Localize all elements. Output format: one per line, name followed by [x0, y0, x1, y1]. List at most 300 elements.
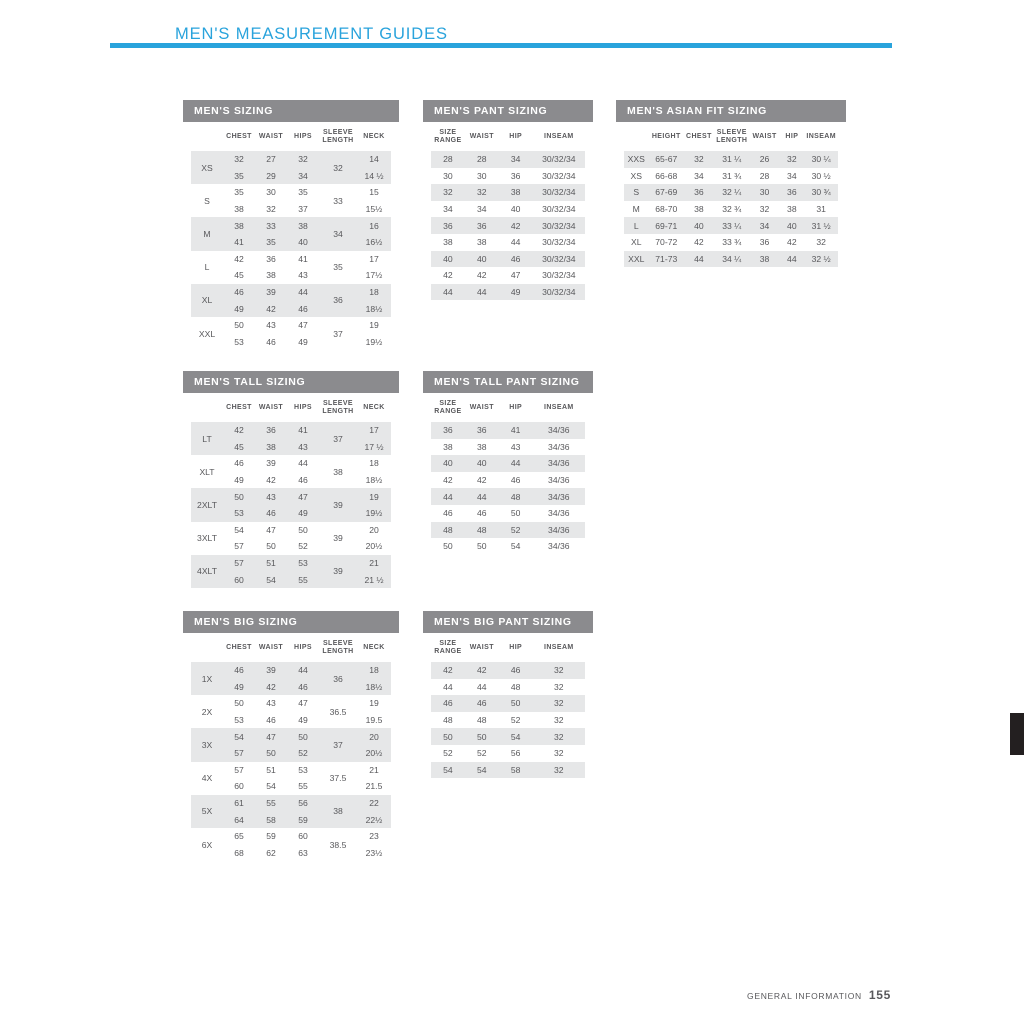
- cell-waist: 55: [255, 795, 287, 812]
- column-header: INSEAM: [533, 393, 585, 422]
- table-row: [431, 728, 585, 745]
- size-label: M: [191, 217, 223, 250]
- cell-neck: 14: [357, 151, 391, 168]
- table-row: [191, 795, 391, 812]
- cell-sleeve-length: 32: [319, 151, 357, 184]
- column-header: HIPS: [287, 393, 319, 422]
- cell-chest: 38: [223, 201, 255, 218]
- table-cell: 40: [779, 217, 804, 234]
- table-cell: 46: [499, 251, 533, 268]
- cell-hips: 46: [287, 472, 319, 489]
- cell-hips: 41: [287, 251, 319, 268]
- cell-neck: 17½: [357, 267, 391, 284]
- column-header: HIP: [499, 122, 533, 151]
- table-row: [431, 745, 585, 762]
- column-header: WAIST: [255, 393, 287, 422]
- column-header: NECK: [357, 393, 391, 422]
- cell-neck: 20: [357, 728, 391, 745]
- table-row: [191, 555, 391, 572]
- table-row: [191, 317, 391, 334]
- table-cell: 44: [499, 455, 533, 472]
- table-cell: 70-72: [649, 234, 684, 251]
- table-cell: 46: [431, 695, 465, 712]
- cell-neck: 23½: [357, 845, 391, 862]
- cell-hips: 59: [287, 811, 319, 828]
- table-cell: 32: [804, 234, 838, 251]
- size-label: XS: [191, 151, 223, 184]
- cell-chest: 49: [223, 472, 255, 489]
- table-row: [191, 151, 391, 168]
- table-row: [624, 168, 838, 185]
- cell-chest: 42: [223, 422, 255, 439]
- sizing-table: [624, 122, 838, 267]
- cell-waist: 43: [255, 317, 287, 334]
- table-cell: 30/32/34: [533, 251, 585, 268]
- table-cell: 54: [499, 728, 533, 745]
- cell-waist: 35: [255, 234, 287, 251]
- table-row: [624, 184, 838, 201]
- cell-hips: 53: [287, 762, 319, 779]
- table-row: [624, 201, 838, 218]
- table-body: [183, 122, 399, 358]
- cell-waist: 33: [255, 217, 287, 234]
- sizing-table: [431, 633, 585, 778]
- table-cell: 32: [533, 745, 585, 762]
- table-cell: 30: [431, 168, 465, 185]
- cell-waist: 47: [255, 728, 287, 745]
- column-header: SIZE RANGE: [431, 393, 465, 422]
- table-cell: 43: [499, 439, 533, 456]
- table-cell: 44: [465, 284, 499, 301]
- column-header: HIP: [499, 393, 533, 422]
- table-row: [431, 201, 585, 218]
- table-cell: 34/36: [533, 538, 585, 555]
- cell-hips: 43: [287, 439, 319, 456]
- cell-chest: 50: [223, 695, 255, 712]
- cell-neck: 19.5: [357, 712, 391, 729]
- table-row: [191, 522, 391, 539]
- column-header: [191, 393, 223, 422]
- size-label: 4XLT: [191, 555, 223, 588]
- table-cell: 31: [804, 201, 838, 218]
- column-header: WAIST: [465, 393, 499, 422]
- cell-hips: 41: [287, 422, 319, 439]
- sizing-table: [191, 122, 391, 350]
- table-cell: 32: [533, 679, 585, 696]
- cell-chest: 61: [223, 795, 255, 812]
- cell-neck: 20: [357, 522, 391, 539]
- cell-hips: 52: [287, 745, 319, 762]
- cell-waist: 36: [255, 251, 287, 268]
- cell-hips: 46: [287, 300, 319, 317]
- cell-sleeve-length: 39: [319, 522, 357, 555]
- table-cell: 30/32/34: [533, 234, 585, 251]
- table-cell: XXL: [624, 251, 649, 268]
- cell-neck: 16½: [357, 234, 391, 251]
- table-cell: 38: [465, 234, 499, 251]
- cell-hips: 50: [287, 728, 319, 745]
- table-cell: 42: [465, 267, 499, 284]
- cell-neck: 18½: [357, 679, 391, 696]
- table-cell: 40: [499, 201, 533, 218]
- column-header: INSEAM: [804, 122, 838, 151]
- cell-chest: 49: [223, 679, 255, 696]
- table-row: [431, 267, 585, 284]
- cell-hips: 46: [287, 679, 319, 696]
- table-cell: 40: [431, 251, 465, 268]
- table-row: [191, 828, 391, 845]
- table-row: [431, 522, 585, 539]
- table-cell: 32: [533, 695, 585, 712]
- table-cell: 41: [499, 422, 533, 439]
- cell-hips: 38: [287, 217, 319, 234]
- cell-neck: 17: [357, 422, 391, 439]
- size-label: XL: [191, 284, 223, 317]
- cell-chest: 57: [223, 555, 255, 572]
- table-cell: 50: [465, 728, 499, 745]
- cell-neck: 18: [357, 284, 391, 301]
- cell-neck: 21.5: [357, 778, 391, 795]
- column-header: [624, 122, 649, 151]
- table-cell: 50: [499, 505, 533, 522]
- table-cell: 36: [499, 168, 533, 185]
- cell-waist: 62: [255, 845, 287, 862]
- column-header: HIP: [499, 633, 533, 662]
- cell-waist: 47: [255, 522, 287, 539]
- table-cell: 38: [431, 439, 465, 456]
- column-header: INSEAM: [533, 633, 585, 662]
- table-cell: 44: [431, 284, 465, 301]
- table-cell: 40: [465, 455, 499, 472]
- column-header: HIPS: [287, 122, 319, 151]
- table-cell: 30 ½: [804, 168, 838, 185]
- cell-chest: 35: [223, 184, 255, 201]
- table-cell: 34: [431, 201, 465, 218]
- cell-hips: 55: [287, 778, 319, 795]
- cell-hips: 47: [287, 695, 319, 712]
- table-cell: 30 ¾: [804, 184, 838, 201]
- cell-waist: 50: [255, 745, 287, 762]
- table-mens-big-sizing: [183, 611, 399, 869]
- table-row: [431, 762, 585, 779]
- cell-waist: 42: [255, 472, 287, 489]
- cell-waist: 50: [255, 538, 287, 555]
- table-cell: 44: [465, 679, 499, 696]
- cell-neck: 15: [357, 184, 391, 201]
- table-cell: 46: [431, 505, 465, 522]
- table-cell: 42: [431, 662, 465, 679]
- size-label: XLT: [191, 455, 223, 488]
- table-cell: 34/36: [533, 522, 585, 539]
- column-header: SIZE RANGE: [431, 633, 465, 662]
- cell-chest: 45: [223, 267, 255, 284]
- cell-neck: 20½: [357, 538, 391, 555]
- table-cell: 42: [431, 267, 465, 284]
- table-cell: 52: [499, 712, 533, 729]
- table-cell: 30/32/34: [533, 267, 585, 284]
- table-cell: 47: [499, 267, 533, 284]
- table-cell: 65-67: [649, 151, 684, 168]
- table-row: [191, 728, 391, 745]
- table-cell: 30/32/34: [533, 184, 585, 201]
- table-body: [423, 122, 593, 308]
- table-cell: 38: [499, 184, 533, 201]
- cell-hips: 34: [287, 168, 319, 185]
- cell-hips: 50: [287, 522, 319, 539]
- cell-neck: 17 ½: [357, 439, 391, 456]
- table-cell: 56: [499, 745, 533, 762]
- column-header: WAIST: [255, 122, 287, 151]
- column-header: [191, 633, 223, 662]
- table-row: [624, 251, 838, 268]
- column-header: SLEEVE LENGTH: [714, 122, 750, 151]
- table-row: [431, 472, 585, 489]
- cell-chest: 46: [223, 284, 255, 301]
- cell-waist: 54: [255, 778, 287, 795]
- cell-sleeve-length: 35: [319, 251, 357, 284]
- cell-neck: 15½: [357, 201, 391, 218]
- table-cell: 36: [750, 234, 780, 251]
- cell-chest: 68: [223, 845, 255, 862]
- size-label: 1X: [191, 662, 223, 695]
- table-cell: 40: [684, 217, 714, 234]
- table-cell: 36: [431, 422, 465, 439]
- table-title: MEN'S TALL SIZING: [183, 371, 399, 393]
- table-row: [191, 762, 391, 779]
- cell-chest: 57: [223, 745, 255, 762]
- column-header: WAIST: [750, 122, 780, 151]
- table-row: [624, 234, 838, 251]
- table-cell: 32 ½: [804, 251, 838, 268]
- size-label: 2X: [191, 695, 223, 728]
- table-mens-tall-pant-sizing: [423, 371, 593, 563]
- table-cell: 30/32/34: [533, 151, 585, 168]
- cell-hips: 56: [287, 795, 319, 812]
- table-row: [431, 184, 585, 201]
- cell-chest: 53: [223, 712, 255, 729]
- cell-waist: 46: [255, 712, 287, 729]
- cell-neck: 19½: [357, 505, 391, 522]
- table-cell: 32: [779, 151, 804, 168]
- cell-waist: 54: [255, 571, 287, 588]
- table-cell: 30: [465, 168, 499, 185]
- cell-sleeve-length: 36: [319, 284, 357, 317]
- table-cell: 31 ¾: [714, 168, 750, 185]
- table-cell: 44: [431, 488, 465, 505]
- cell-waist: 46: [255, 334, 287, 351]
- table-cell: 28: [465, 151, 499, 168]
- table-body: [183, 393, 399, 596]
- column-header: CHEST: [684, 122, 714, 151]
- cell-sleeve-length: 39: [319, 488, 357, 521]
- page-title: MEN'S MEASUREMENT GUIDES: [175, 25, 448, 44]
- size-label: 4X: [191, 762, 223, 795]
- cell-sleeve-length: 33: [319, 184, 357, 217]
- table-row: [431, 422, 585, 439]
- column-header: NECK: [357, 633, 391, 662]
- table-cell: 30/32/34: [533, 201, 585, 218]
- table-row: [191, 695, 391, 712]
- cell-sleeve-length: 34: [319, 217, 357, 250]
- table-cell: 42: [779, 234, 804, 251]
- cell-hips: 55: [287, 571, 319, 588]
- table-cell: 54: [499, 538, 533, 555]
- table-cell: 34/36: [533, 455, 585, 472]
- cell-waist: 51: [255, 555, 287, 572]
- edge-tab-marker: [1010, 713, 1024, 755]
- table-row: [431, 168, 585, 185]
- table-title: MEN'S TALL PANT SIZING: [423, 371, 593, 393]
- cell-waist: 30: [255, 184, 287, 201]
- cell-waist: 36: [255, 422, 287, 439]
- cell-neck: 21: [357, 762, 391, 779]
- table-cell: 42: [499, 217, 533, 234]
- table-mens-sizing: [183, 100, 399, 358]
- cell-waist: 46: [255, 505, 287, 522]
- table-cell: 32: [465, 184, 499, 201]
- table-row: [431, 439, 585, 456]
- table-cell: 32: [533, 762, 585, 779]
- table-cell: 30 ¼: [804, 151, 838, 168]
- table-cell: 32: [533, 662, 585, 679]
- column-header: [191, 122, 223, 151]
- cell-waist: 51: [255, 762, 287, 779]
- table-cell: 34: [465, 201, 499, 218]
- size-label: 6X: [191, 828, 223, 861]
- cell-chest: 41: [223, 234, 255, 251]
- table-row: [431, 455, 585, 472]
- cell-neck: 18½: [357, 472, 391, 489]
- table-cell: 46: [499, 472, 533, 489]
- table-row: [624, 217, 838, 234]
- cell-hips: 44: [287, 455, 319, 472]
- cell-sleeve-length: 37: [319, 422, 357, 455]
- cell-hips: 47: [287, 317, 319, 334]
- cell-chest: 64: [223, 811, 255, 828]
- table-cell: 38: [431, 234, 465, 251]
- cell-hips: 37: [287, 201, 319, 218]
- table-cell: 36: [431, 217, 465, 234]
- cell-neck: 19: [357, 695, 391, 712]
- table-cell: 36: [684, 184, 714, 201]
- table-header-row: [431, 633, 585, 662]
- table-row: [431, 695, 585, 712]
- column-header: SLEEVE LENGTH: [319, 122, 357, 151]
- table-cell: 54: [465, 762, 499, 779]
- table-row: [431, 284, 585, 301]
- cell-waist: 38: [255, 267, 287, 284]
- table-cell: 36: [779, 184, 804, 201]
- column-header: CHEST: [223, 122, 255, 151]
- table-cell: 69-71: [649, 217, 684, 234]
- table-cell: 48: [499, 679, 533, 696]
- cell-neck: 19: [357, 317, 391, 334]
- table-cell: 68-70: [649, 201, 684, 218]
- table-cell: 30/32/34: [533, 284, 585, 301]
- cell-hips: 49: [287, 712, 319, 729]
- table-cell: 38: [779, 201, 804, 218]
- cell-chest: 60: [223, 778, 255, 795]
- table-cell: 32: [684, 151, 714, 168]
- table-cell: 38: [750, 251, 780, 268]
- cell-chest: 32: [223, 151, 255, 168]
- table-row: [624, 151, 838, 168]
- cell-sleeve-length: 38: [319, 455, 357, 488]
- cell-waist: 42: [255, 679, 287, 696]
- table-cell: 50: [499, 695, 533, 712]
- column-header: CHEST: [223, 633, 255, 662]
- table-cell: 58: [499, 762, 533, 779]
- sizing-table: [431, 122, 585, 300]
- table-cell: 30/32/34: [533, 217, 585, 234]
- footer-label: GENERAL INFORMATION: [747, 991, 862, 1001]
- table-cell: 33 ¼: [714, 217, 750, 234]
- cell-sleeve-length: 36.5: [319, 695, 357, 728]
- cell-hips: 53: [287, 555, 319, 572]
- table-cell: 32: [533, 728, 585, 745]
- table-cell: 32 ¼: [714, 184, 750, 201]
- table-row: [431, 251, 585, 268]
- table-title: MEN'S ASIAN FIT SIZING: [616, 100, 846, 122]
- table-cell: 38: [684, 201, 714, 218]
- table-cell: S: [624, 184, 649, 201]
- table-cell: 48: [431, 522, 465, 539]
- cell-waist: 58: [255, 811, 287, 828]
- cell-chest: 50: [223, 317, 255, 334]
- cell-hips: 49: [287, 334, 319, 351]
- table-header-row: [431, 122, 585, 151]
- table-cell: 44: [431, 679, 465, 696]
- sizing-table: [191, 393, 391, 588]
- table-row: [431, 151, 585, 168]
- table-mens-tall-sizing: [183, 371, 399, 596]
- cell-waist: 39: [255, 455, 287, 472]
- table-title: MEN'S BIG SIZING: [183, 611, 399, 633]
- cell-neck: 20½: [357, 745, 391, 762]
- table-cell: 38: [465, 439, 499, 456]
- sizing-table: [431, 393, 585, 555]
- table-title: MEN'S PANT SIZING: [423, 100, 593, 122]
- cell-hips: 49: [287, 505, 319, 522]
- table-cell: 31 ¼: [714, 151, 750, 168]
- table-cell: 71-73: [649, 251, 684, 268]
- cell-waist: 39: [255, 662, 287, 679]
- table-row: [191, 284, 391, 301]
- cell-sleeve-length: 38: [319, 795, 357, 828]
- table-cell: 32: [533, 712, 585, 729]
- cell-chest: 46: [223, 662, 255, 679]
- table-cell: 34: [779, 168, 804, 185]
- table-cell: 33 ¾: [714, 234, 750, 251]
- size-label: XXL: [191, 317, 223, 350]
- size-label: 3X: [191, 728, 223, 761]
- cell-neck: 18: [357, 662, 391, 679]
- cell-chest: 57: [223, 762, 255, 779]
- table-header-row: [431, 393, 585, 422]
- table-cell: 44: [684, 251, 714, 268]
- cell-sleeve-length: 38.5: [319, 828, 357, 861]
- table-row: [431, 712, 585, 729]
- table-row: [191, 488, 391, 505]
- cell-hips: 52: [287, 538, 319, 555]
- table-cell: 42: [465, 662, 499, 679]
- cell-waist: 29: [255, 168, 287, 185]
- cell-neck: 22: [357, 795, 391, 812]
- table-cell: 36: [465, 422, 499, 439]
- table-cell: 30: [750, 184, 780, 201]
- cell-waist: 43: [255, 488, 287, 505]
- table-cell: 54: [431, 762, 465, 779]
